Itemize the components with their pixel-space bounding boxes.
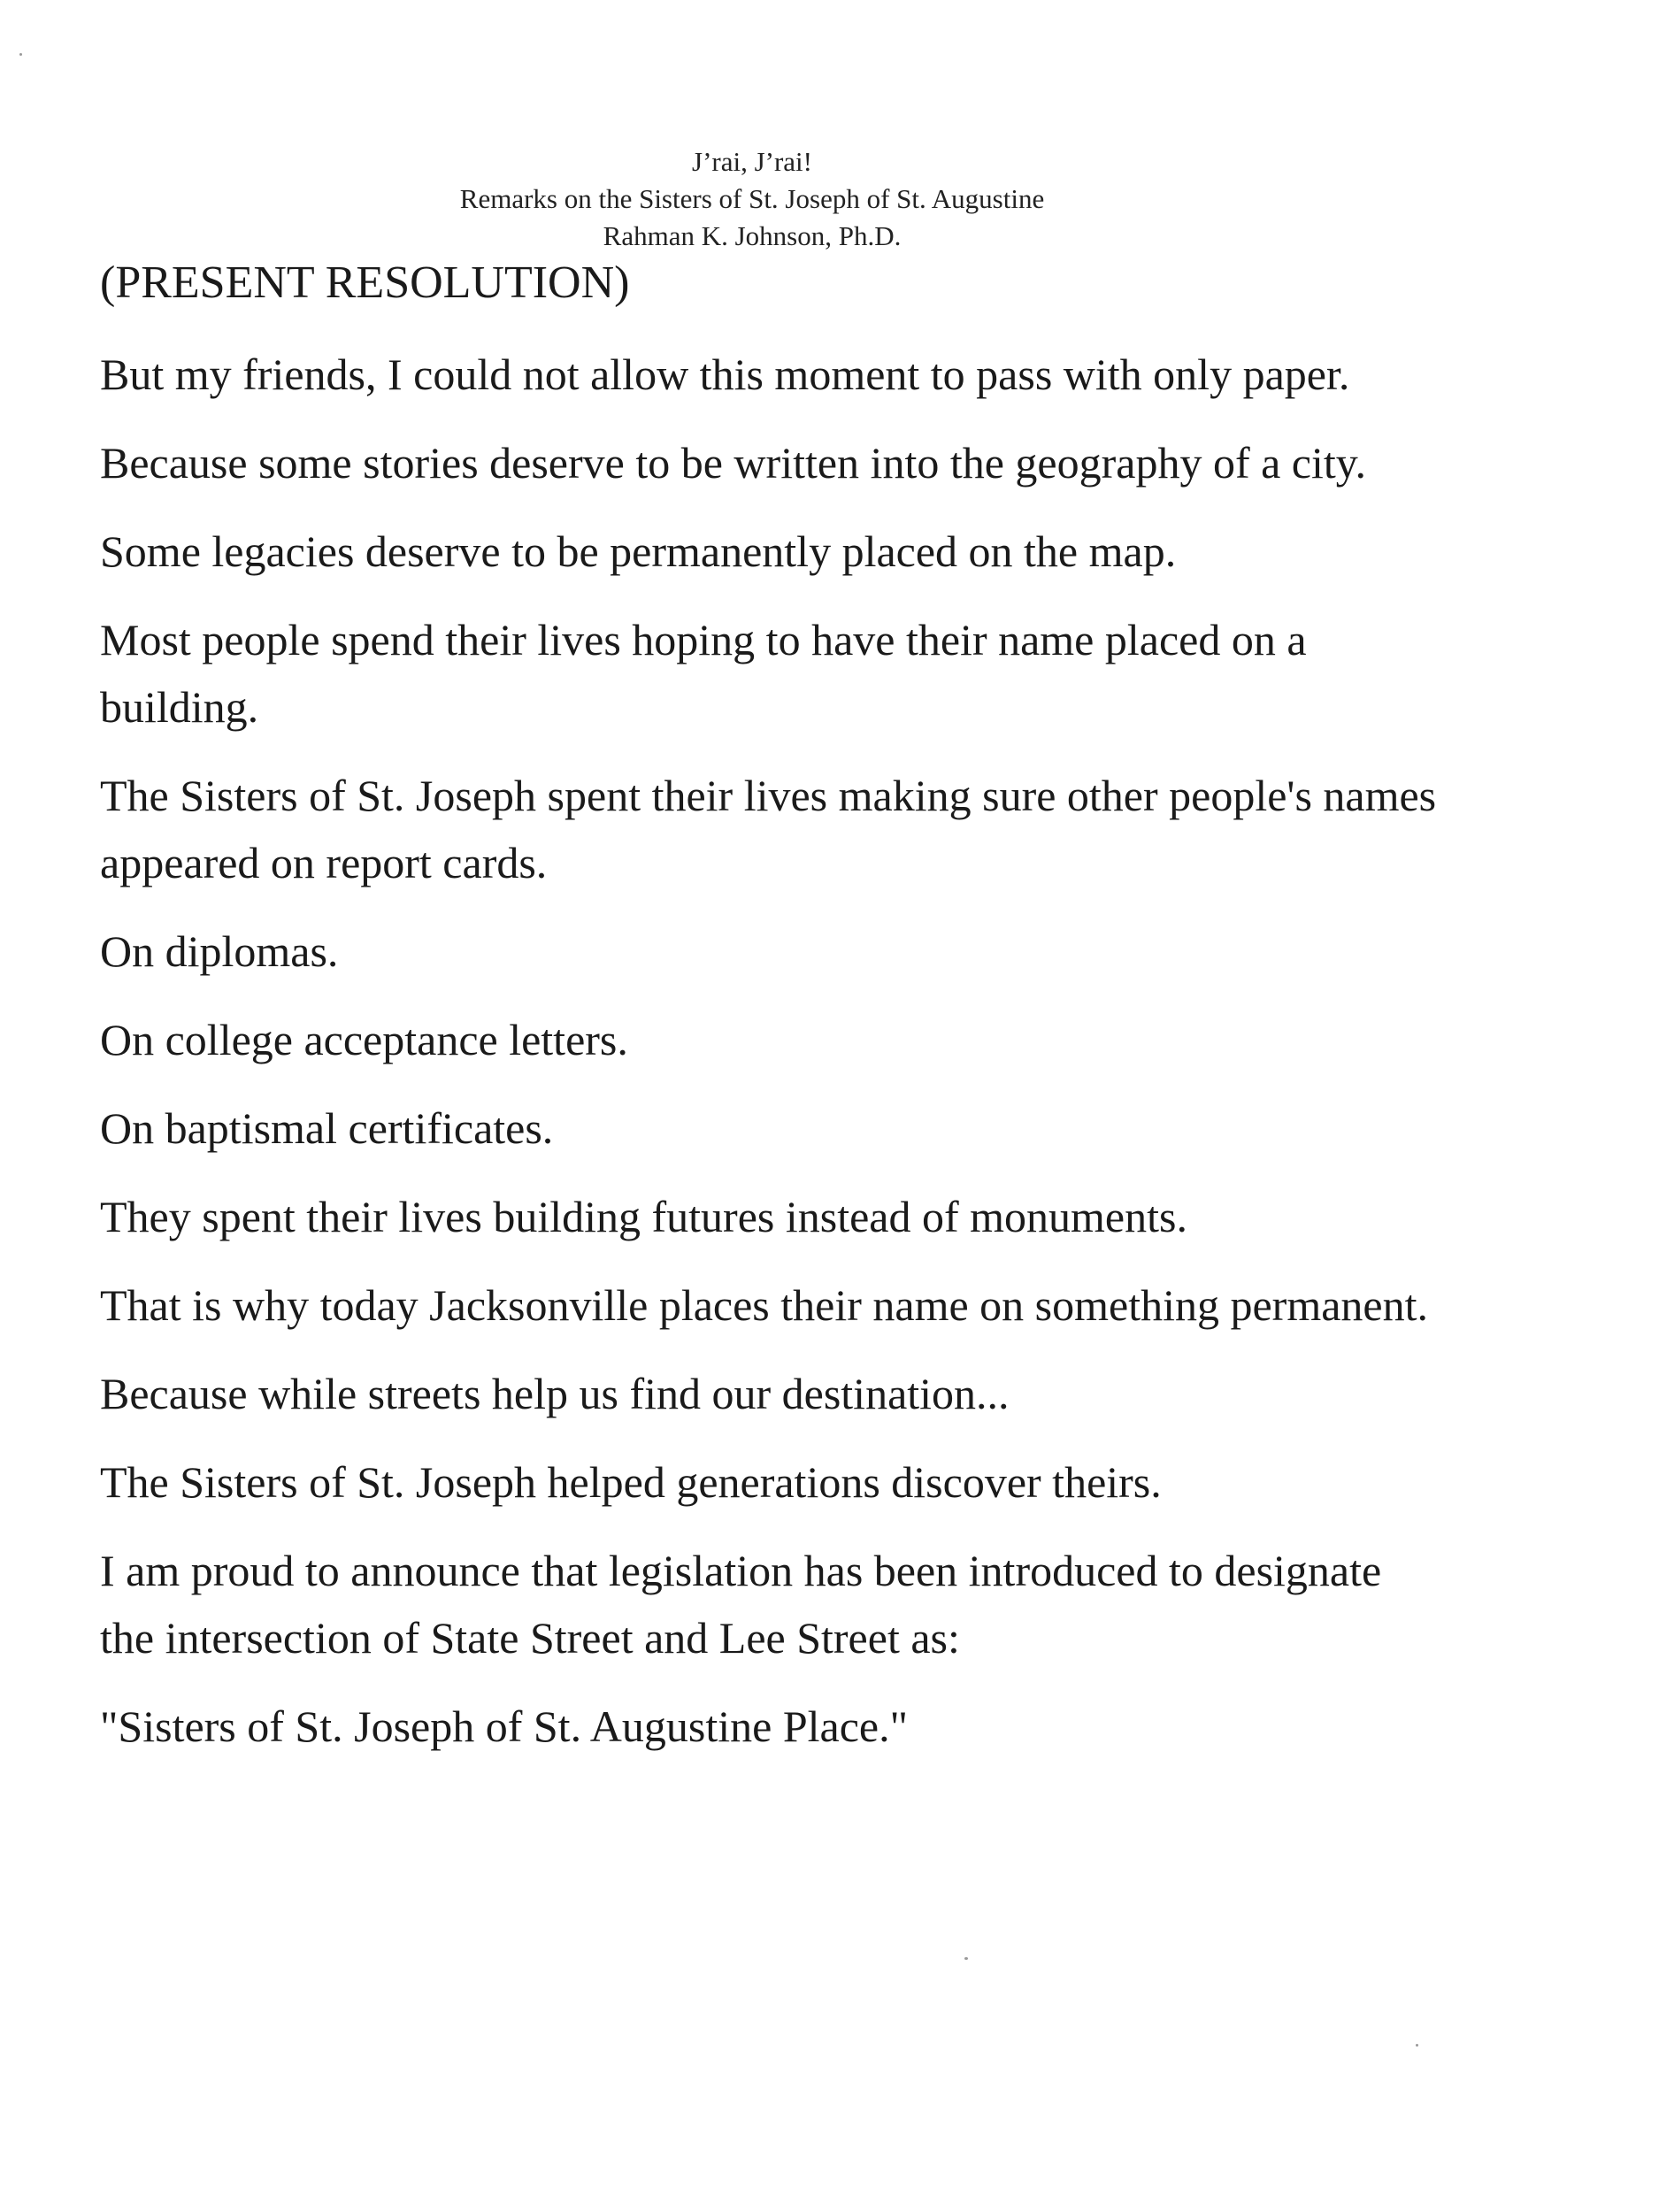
document-header — [0, 143, 1504, 255]
document-author: Rahman K. Johnson, Ph.D. — [603, 220, 902, 251]
paragraph: I am proud to announce that legislation has been introduced to designate the intersection of State Street and Lee Street as: — [100, 1546, 1382, 1663]
paragraph: On baptismal certificates. — [100, 1103, 554, 1153]
scan-speck — [1416, 2044, 1418, 2047]
paragraph: But my friends, I could not allow this moment to pass with only paper. — [100, 349, 1350, 399]
scan-speck — [19, 53, 22, 56]
section-label: (PRESENT RESOLUTION) — [100, 257, 630, 308]
document-title: J’rai, J’rai! — [692, 146, 812, 177]
paragraph: The Sisters of St. Joseph helped generations discover theirs. — [100, 1457, 1162, 1507]
paragraph: Some legacies deserve to be permanently placed on the map. — [100, 526, 1177, 576]
paragraph: "Sisters of St. Joseph of St. Augustine Place." — [100, 1701, 909, 1751]
paragraph: Most people spend their lives hoping to have their name placed on a building. — [100, 615, 1307, 732]
paragraph: That is why today Jacksonville places their name on something permanent. — [100, 1280, 1429, 1330]
paragraph: Because while streets help us find our destination... — [100, 1369, 1010, 1418]
paragraph: They spent their lives building futures instead of monuments. — [100, 1192, 1187, 1241]
paragraph: Because some stories deserve to be written into the geography of a city. — [100, 438, 1367, 488]
document-subtitle: Remarks on the Sisters of St. Joseph of St. Augustine — [459, 183, 1045, 214]
paragraph: On college acceptance letters. — [100, 1015, 628, 1064]
speech-body — [100, 341, 1445, 1781]
scan-speck — [964, 1957, 968, 1960]
paragraph: The Sisters of St. Joseph spent their lives making sure other people's names appeared on report cards. — [100, 771, 1437, 887]
paragraph: On diplomas. — [100, 926, 339, 976]
